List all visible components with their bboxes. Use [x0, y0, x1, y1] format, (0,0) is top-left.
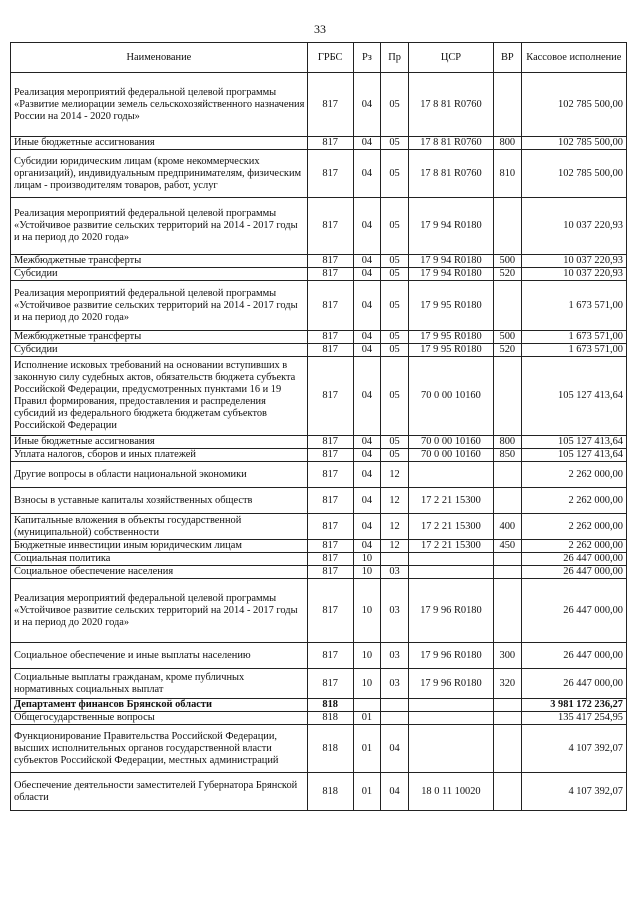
row-csr: [408, 566, 493, 579]
row-name: Реализация мероприятий федеральной целевой программы «Устойчивое развитие сельских территорий на 2014 - 2017 годы и на период до 2020 года»: [11, 198, 308, 255]
row-name: Социальные выплаты гражданам, кроме публичных нормативных социальных выплат: [11, 669, 308, 699]
table-row: [11, 73, 627, 137]
row-rz: 04: [353, 150, 381, 198]
row-csr: [408, 553, 493, 566]
table-row: [11, 331, 627, 344]
row-pr: 05: [381, 331, 409, 344]
row-vr: 500: [493, 331, 521, 344]
table-row: [11, 773, 627, 811]
row-vr: 520: [493, 344, 521, 357]
row-csr: [408, 712, 493, 725]
row-pr: [381, 553, 409, 566]
row-vr: [493, 579, 521, 643]
row-vr: [493, 281, 521, 331]
row-pr: 03: [381, 669, 409, 699]
row-name: Исполнение исковых требований на основании вступивших в законную силу судебных актов, обязательств бюджета субъекта Российской Федерации, предусмотренных пунктами 16 и 19 Правил формирования, предоставления и распределения субсидий из федерального бюджета бюджетам субъектов Российской Федерации: [11, 357, 308, 436]
page-number: 33: [314, 22, 326, 36]
table-row: [11, 462, 627, 488]
row-amount: 2 262 000,00: [521, 462, 626, 488]
budget-table: [10, 42, 627, 811]
row-pr: 03: [381, 566, 409, 579]
row-name: Общегосударственные вопросы: [11, 712, 308, 725]
row-pr: 04: [381, 725, 409, 773]
row-grbs: 817: [307, 669, 353, 699]
row-amount: 105 127 413,64: [521, 436, 626, 449]
row-csr: 17 9 94 R0180: [408, 198, 493, 255]
row-csr: 17 9 95 R0180: [408, 331, 493, 344]
row-amount: 1 673 571,00: [521, 281, 626, 331]
row-name: Уплата налогов, сборов и иных платежей: [11, 449, 308, 462]
row-csr: 17 9 96 R0180: [408, 579, 493, 643]
table-row: [11, 137, 627, 150]
row-vr: [493, 725, 521, 773]
row-vr: [493, 773, 521, 811]
row-amount: 2 262 000,00: [521, 540, 626, 553]
header-name: Наименование: [11, 43, 308, 73]
row-name: Бюджетные инвестиции иным юридическим лицам: [11, 540, 308, 553]
row-name: Социальное обеспечение и иные выплаты населению: [11, 643, 308, 669]
row-grbs: 817: [307, 462, 353, 488]
table-body: [11, 73, 627, 811]
row-vr: 800: [493, 137, 521, 150]
row-pr: 03: [381, 579, 409, 643]
row-name: Иные бюджетные ассигнования: [11, 137, 308, 150]
table-row: [11, 725, 627, 773]
table-row: [11, 553, 627, 566]
row-grbs: 817: [307, 579, 353, 643]
row-pr: 05: [381, 137, 409, 150]
row-grbs: 818: [307, 773, 353, 811]
header-rz: Рз: [353, 43, 381, 73]
row-rz: 04: [353, 357, 381, 436]
row-pr: 03: [381, 643, 409, 669]
row-amount: 135 417 254,95: [521, 712, 626, 725]
table-row: [11, 436, 627, 449]
row-rz: 04: [353, 281, 381, 331]
row-name: Взносы в уставные капиталы хозяйственных обществ: [11, 488, 308, 514]
row-vr: 850: [493, 449, 521, 462]
header-grbs: ГРБС: [307, 43, 353, 73]
row-vr: [493, 553, 521, 566]
header-amount: Кассовое исполнение: [521, 43, 626, 73]
row-grbs: 817: [307, 488, 353, 514]
row-pr: 05: [381, 449, 409, 462]
row-grbs: 818: [307, 725, 353, 773]
row-grbs: 817: [307, 255, 353, 268]
row-rz: 01: [353, 712, 381, 725]
row-grbs: 817: [307, 553, 353, 566]
row-csr: 17 9 94 R0180: [408, 255, 493, 268]
row-amount: 102 785 500,00: [521, 73, 626, 137]
row-vr: 500: [493, 255, 521, 268]
row-vr: 300: [493, 643, 521, 669]
row-name: Другие вопросы в области национальной экономики: [11, 462, 308, 488]
row-csr: 17 8 81 R0760: [408, 150, 493, 198]
row-rz: 04: [353, 540, 381, 553]
row-vr: [493, 462, 521, 488]
row-pr: 05: [381, 73, 409, 137]
row-rz: 10: [353, 643, 381, 669]
row-vr: [493, 488, 521, 514]
row-csr: 17 9 95 R0180: [408, 281, 493, 331]
row-amount: 4 107 392,07: [521, 773, 626, 811]
row-pr: 05: [381, 150, 409, 198]
row-csr: [408, 699, 493, 712]
row-vr: [493, 73, 521, 137]
row-vr: 320: [493, 669, 521, 699]
row-name: Межбюджетные трансферты: [11, 255, 308, 268]
row-amount: 26 447 000,00: [521, 643, 626, 669]
row-vr: [493, 712, 521, 725]
row-name: Реализация мероприятий федеральной целевой программы «Устойчивое развитие сельских территорий на 2014 - 2017 годы и на период до 2020 года»: [11, 281, 308, 331]
row-grbs: 817: [307, 198, 353, 255]
row-pr: 12: [381, 540, 409, 553]
table-row: [11, 198, 627, 255]
row-grbs: 817: [307, 436, 353, 449]
row-grbs: 817: [307, 357, 353, 436]
row-grbs: 817: [307, 344, 353, 357]
row-amount: 26 447 000,00: [521, 579, 626, 643]
row-name: Капитальные вложения в объекты государственной (муниципальной) собственности: [11, 514, 308, 540]
row-csr: 17 9 94 R0180: [408, 268, 493, 281]
row-vr: 810: [493, 150, 521, 198]
row-name: Субсидии юридическим лицам (кроме некоммерческих организаций), индивидуальным предпринимателям, физическим лицам - производителям товаров, работ, услуг: [11, 150, 308, 198]
table-row: [11, 357, 627, 436]
row-csr: 18 0 11 10020: [408, 773, 493, 811]
row-rz: 04: [353, 344, 381, 357]
row-amount: 4 107 392,07: [521, 725, 626, 773]
row-name: Реализация мероприятий федеральной целевой программы «Развитие мелиорации земель сельскохозяйственного назначения России на 2014 - 2020 годы»: [11, 73, 308, 137]
table-row: [11, 150, 627, 198]
row-vr: 400: [493, 514, 521, 540]
table-row: [11, 344, 627, 357]
row-grbs: 817: [307, 73, 353, 137]
row-grbs: 817: [307, 540, 353, 553]
row-amount: 102 785 500,00: [521, 150, 626, 198]
row-amount: 2 262 000,00: [521, 488, 626, 514]
row-rz: 04: [353, 462, 381, 488]
row-amount: 105 127 413,64: [521, 449, 626, 462]
row-name: Социальная политика: [11, 553, 308, 566]
row-name: Функционирование Правительства Российской Федерации, высших исполнительных органов государственной власти субъектов Российской Федерации, местных администраций: [11, 725, 308, 773]
table-row: [11, 643, 627, 669]
table-row: [11, 712, 627, 725]
row-pr: [381, 712, 409, 725]
row-name: Обеспечение деятельности заместителей Губернатора Брянской области: [11, 773, 308, 811]
row-vr: 800: [493, 436, 521, 449]
row-csr: 17 8 81 R0760: [408, 73, 493, 137]
row-vr: [493, 699, 521, 712]
row-pr: 04: [381, 773, 409, 811]
table-row: [11, 566, 627, 579]
row-name: Реализация мероприятий федеральной целевой программы «Устойчивое развитие сельских территорий на 2014 - 2017 годы и на период до 2020 года»: [11, 579, 308, 643]
row-csr: 17 2 21 15300: [408, 540, 493, 553]
table-row: [11, 579, 627, 643]
table-row: [11, 268, 627, 281]
row-rz: 04: [353, 198, 381, 255]
row-grbs: 817: [307, 331, 353, 344]
row-amount: 10 037 220,93: [521, 255, 626, 268]
row-csr: 17 8 81 R0760: [408, 137, 493, 150]
row-csr: 17 2 21 15300: [408, 488, 493, 514]
row-csr: 17 9 96 R0180: [408, 669, 493, 699]
row-rz: 04: [353, 137, 381, 150]
row-rz: 10: [353, 669, 381, 699]
row-csr: 70 0 00 10160: [408, 357, 493, 436]
row-csr: 17 9 96 R0180: [408, 643, 493, 669]
row-grbs: 817: [307, 514, 353, 540]
row-csr: [408, 462, 493, 488]
row-pr: 12: [381, 462, 409, 488]
table-row: [11, 281, 627, 331]
row-rz: 10: [353, 553, 381, 566]
table-row: [11, 669, 627, 699]
row-vr: [493, 357, 521, 436]
row-rz: 04: [353, 268, 381, 281]
row-name: Субсидии: [11, 268, 308, 281]
row-grbs: 818: [307, 699, 353, 712]
row-pr: 12: [381, 488, 409, 514]
row-vr: [493, 566, 521, 579]
row-name: Социальное обеспечение населения: [11, 566, 308, 579]
row-pr: 12: [381, 514, 409, 540]
row-pr: 05: [381, 281, 409, 331]
row-grbs: 817: [307, 150, 353, 198]
row-csr: 17 2 21 15300: [408, 514, 493, 540]
row-pr: 05: [381, 344, 409, 357]
header-csr: ЦСР: [408, 43, 493, 73]
row-vr: 450: [493, 540, 521, 553]
row-amount: 105 127 413,64: [521, 357, 626, 436]
table-row: [11, 449, 627, 462]
row-rz: 10: [353, 579, 381, 643]
row-vr: 520: [493, 268, 521, 281]
header-vr: ВР: [493, 43, 521, 73]
row-rz: [353, 699, 381, 712]
row-amount: 2 262 000,00: [521, 514, 626, 540]
row-vr: [493, 198, 521, 255]
row-rz: 04: [353, 331, 381, 344]
row-amount: 3 981 172 236,27: [521, 699, 626, 712]
row-amount: 1 673 571,00: [521, 344, 626, 357]
row-amount: 10 037 220,93: [521, 198, 626, 255]
row-csr: 17 9 95 R0180: [408, 344, 493, 357]
table-row: [11, 699, 627, 712]
table-row: [11, 255, 627, 268]
row-name: Иные бюджетные ассигнования: [11, 436, 308, 449]
row-csr: 70 0 00 10160: [408, 436, 493, 449]
row-grbs: 817: [307, 268, 353, 281]
row-rz: 04: [353, 488, 381, 514]
row-grbs: 818: [307, 712, 353, 725]
table-row: [11, 514, 627, 540]
row-rz: 04: [353, 449, 381, 462]
row-grbs: 817: [307, 643, 353, 669]
header-pr: Пр: [381, 43, 409, 73]
row-amount: 26 447 000,00: [521, 669, 626, 699]
row-name: Департамент финансов Брянской области: [11, 699, 308, 712]
table-row: [11, 540, 627, 553]
row-rz: 04: [353, 73, 381, 137]
row-pr: 05: [381, 357, 409, 436]
row-rz: 04: [353, 436, 381, 449]
row-amount: 26 447 000,00: [521, 566, 626, 579]
table-row: [11, 488, 627, 514]
row-grbs: 817: [307, 137, 353, 150]
row-rz: 04: [353, 514, 381, 540]
row-pr: 05: [381, 255, 409, 268]
row-amount: 26 447 000,00: [521, 553, 626, 566]
row-grbs: 817: [307, 281, 353, 331]
row-name: Субсидии: [11, 344, 308, 357]
row-amount: 102 785 500,00: [521, 137, 626, 150]
row-rz: 01: [353, 773, 381, 811]
row-amount: 1 673 571,00: [521, 331, 626, 344]
table-header: [11, 43, 627, 73]
row-rz: 10: [353, 566, 381, 579]
row-grbs: 817: [307, 449, 353, 462]
row-name: Межбюджетные трансферты: [11, 331, 308, 344]
row-pr: 05: [381, 268, 409, 281]
row-grbs: 817: [307, 566, 353, 579]
row-pr: 05: [381, 436, 409, 449]
row-csr: 70 0 00 10160: [408, 449, 493, 462]
row-amount: 10 037 220,93: [521, 268, 626, 281]
row-pr: 05: [381, 198, 409, 255]
row-csr: [408, 725, 493, 773]
row-rz: 01: [353, 725, 381, 773]
row-rz: 04: [353, 255, 381, 268]
row-pr: [381, 699, 409, 712]
